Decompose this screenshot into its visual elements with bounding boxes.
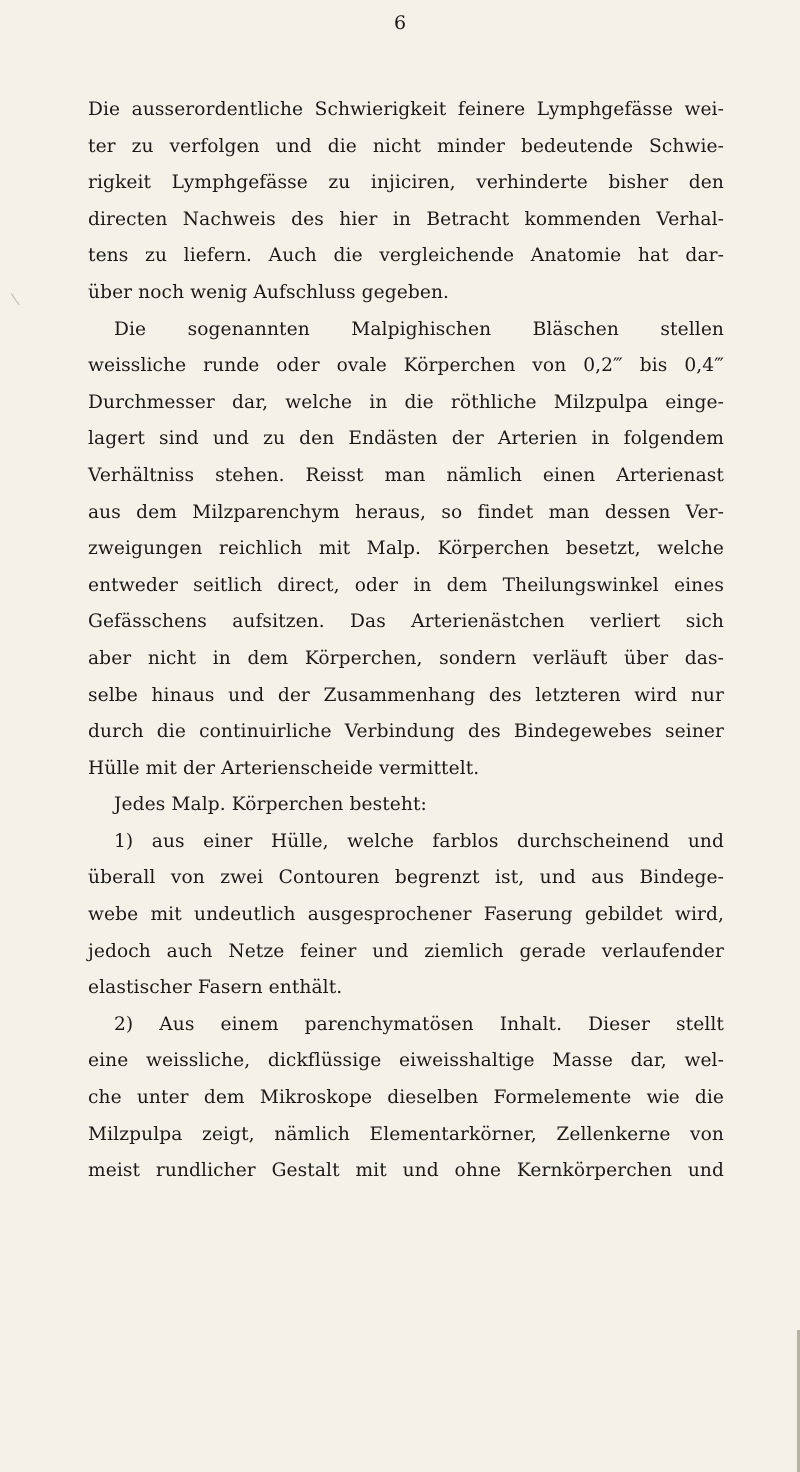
text-line: 2) Aus einem parenchymatösen Inhalt. Dieser stellt <box>114 1013 724 1035</box>
text-line: webe mit undeutlich ausgesprochener Faserung gebildet wird, <box>88 904 724 926</box>
text-line: weissliche runde oder ovale Körperchen von 0,2‴ bis 0,4‴ <box>88 355 724 377</box>
text-line: selbe hinaus und der Zusammenhang des letzteren wird nur <box>88 684 724 706</box>
text-line: Die ausserordentliche Schwierigkeit feinere Lymphgefässe wei- <box>88 99 724 120</box>
text-line: Hülle mit der Arterienscheide vermittelt. <box>88 757 480 779</box>
text-line: 1) aus einer Hülle, welche farblos durchscheinend und <box>114 830 724 852</box>
text-line: über noch wenig Aufschluss gegeben. <box>88 281 450 303</box>
text-line: aus dem Milzparenchym heraus, so findet man dessen Ver- <box>88 501 724 523</box>
text-line: ter zu verfolgen und die nicht minder bedeutende Schwie- <box>88 135 724 157</box>
text-line: directen Nachweis des hier in Betracht kommenden Verhal- <box>88 208 724 230</box>
text-line: Durchmesser dar, welche in die röthliche Milzpulpa einge- <box>88 391 724 413</box>
text-line: Die sogenannten Malpighischen Bläschen stellen <box>114 318 724 340</box>
text-line: zweigungen reichlich mit Malp. Körperchen besetzt, welche <box>88 538 724 560</box>
text-line: che unter dem Mikroskope dieselben Formelemente wie die <box>88 1087 724 1109</box>
text-line: lagert sind und zu den Endästen der Arterien in folgendem <box>88 428 724 450</box>
text-line: elastischer Fasern enthält. <box>88 977 343 999</box>
text-line: Jedes Malp. Körperchen besteht: <box>114 794 427 816</box>
text-line: Verhältniss stehen. Reisst man nämlich einen Arterienast <box>88 464 724 486</box>
text-line: durch die continuirliche Verbindung des Bindegewebes seiner <box>88 721 724 743</box>
text-line: rigkeit Lymphgefässe zu injiciren, verhinderte bisher den <box>88 172 724 194</box>
body-text <box>88 92 724 1190</box>
text-line: eine weissliche, dickflüssige eiweisshaltige Masse dar, wel- <box>88 1050 724 1072</box>
text-line: überall von zwei Contouren begrenzt ist, und aus Bindege- <box>88 867 724 889</box>
margin-pencil-mark <box>11 289 26 306</box>
text-line: entweder seitlich direct, oder in dem Theilungswinkel eines <box>88 574 724 596</box>
text-line: aber nicht in dem Körperchen, sondern verläuft über das- <box>88 647 724 669</box>
text-line: meist rundlicher Gestalt mit und ohne Kernkörperchen und <box>88 1160 724 1182</box>
text-line: Milzpulpa zeigt, nämlich Elementarkörner, Zellenkerne von <box>88 1123 724 1145</box>
page-number: 6 <box>393 12 407 34</box>
text-line: Gefässchens aufsitzen. Das Arterienästchen verliert sich <box>88 611 724 633</box>
text-line: jedoch auch Netze feiner und ziemlich gerade verlaufender <box>88 940 724 962</box>
text-line: tens zu liefern. Auch die vergleichende Anatomie hat dar- <box>88 245 724 267</box>
